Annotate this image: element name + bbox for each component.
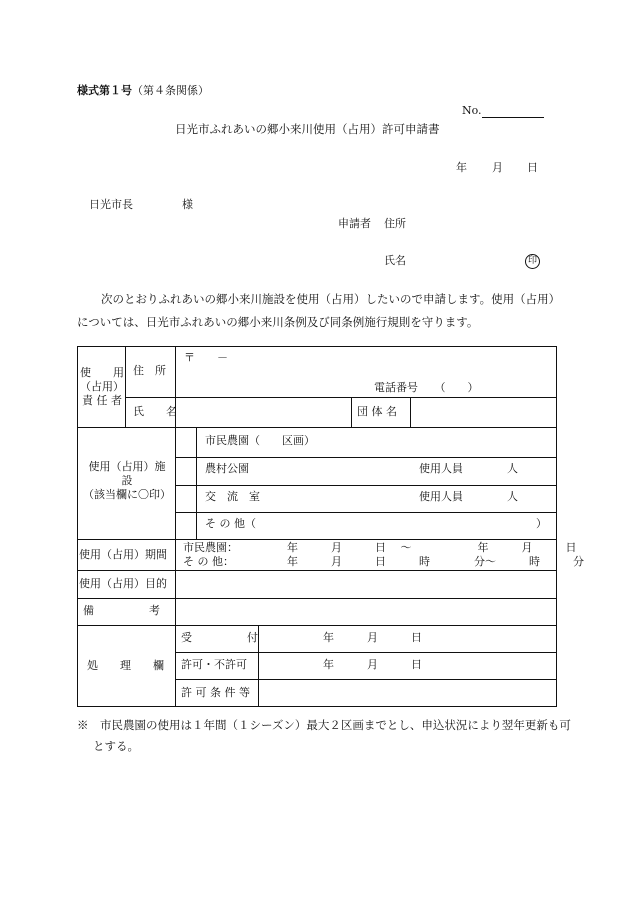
honorific: 様 bbox=[182, 198, 193, 211]
facility-other: そ の 他（ bbox=[205, 517, 256, 530]
document-title: 日光市ふれあいの郷小来川使用（占用）許可申請書 bbox=[175, 122, 440, 136]
document-number bbox=[462, 104, 544, 118]
name-label: 氏 名 bbox=[133, 405, 177, 418]
conditions-input[interactable] bbox=[262, 682, 553, 704]
date-day: 日 bbox=[527, 161, 538, 174]
facility-check-park[interactable] bbox=[177, 459, 195, 484]
receipt-label: 受 付 bbox=[181, 631, 258, 644]
purpose-label: 使用（占用）目的 bbox=[79, 577, 167, 590]
period-label: 使用（占用）期間 bbox=[79, 548, 167, 561]
form-number-article: （第４条関係） bbox=[132, 84, 209, 97]
permit-date: 年 月 日 bbox=[323, 658, 422, 671]
phone-label: 電話番号 （ ） bbox=[374, 381, 479, 394]
responsible-label bbox=[79, 366, 125, 408]
facility-check-other[interactable] bbox=[177, 514, 195, 538]
facility-room-users: 使用人員 人 bbox=[419, 490, 518, 503]
period-other-dates: 年 月 日 時 分～ 時 分 bbox=[287, 555, 584, 568]
facility-label bbox=[79, 460, 175, 502]
document-number-label: No. bbox=[462, 104, 482, 117]
application-table bbox=[77, 346, 584, 707]
processing-label: 処 理 欄 bbox=[87, 659, 164, 672]
footnote: ※ 市民農園の使用は１年間（１シーズン）最大２区画までとし、申込状況により翌年更新も可とする。 bbox=[77, 718, 571, 753]
date-year: 年 bbox=[456, 161, 467, 174]
period-farm-dates: 年 月 日 ～ 年 月 日 bbox=[287, 541, 577, 554]
purpose-input[interactable] bbox=[179, 573, 553, 595]
responsible-label-line1: 使 用 bbox=[80, 366, 124, 379]
facility-label-line1: 使用（占用）施 bbox=[88, 460, 166, 473]
postal-mark: 〒 － bbox=[184, 351, 228, 364]
document-number-blank[interactable] bbox=[482, 105, 544, 118]
remarks-label: 備 考 bbox=[83, 604, 160, 617]
intro-text: 次のとおりふれあいの郷小来川施設を使用（占用）したいので申請します。使用（占用）については、日光市ふれあいの郷小来川条例及び同条例施行規則を守ります。 bbox=[77, 292, 555, 329]
form-number-bold: 様式第１号 bbox=[77, 84, 132, 97]
receipt-date: 年 月 日 bbox=[323, 631, 422, 644]
facility-park-users: 使用人員 人 bbox=[419, 462, 518, 475]
form-number bbox=[77, 84, 209, 98]
permit-label: 許可・不許可 bbox=[181, 658, 247, 671]
address-input[interactable] bbox=[182, 350, 552, 394]
facility-label-line2: 設 bbox=[121, 474, 133, 487]
facility-check-room[interactable] bbox=[177, 487, 195, 511]
applicant-label: 申請者 bbox=[338, 217, 371, 230]
group-name-label: 団 体 名 bbox=[357, 405, 397, 418]
period-other-label: そ の 他： bbox=[183, 555, 234, 568]
name-input[interactable] bbox=[179, 400, 347, 424]
facility-other-close: ） bbox=[536, 517, 547, 530]
date-month: 月 bbox=[492, 161, 503, 174]
facility-farm: 市民農園（ 区画） bbox=[205, 434, 315, 447]
facility-check-farm[interactable] bbox=[177, 430, 195, 456]
address-label: 住 所 bbox=[133, 364, 166, 377]
facility-label-line3: （該当欄に〇印） bbox=[83, 488, 171, 501]
applicant-address-label: 住所 bbox=[384, 217, 406, 230]
seal-mark: 印 bbox=[525, 254, 540, 269]
responsible-label-line2: （占用） bbox=[80, 380, 124, 393]
facility-park: 農村公園 bbox=[205, 462, 249, 475]
applicant-name-label: 氏名 bbox=[384, 254, 406, 267]
conditions-label: 許 可 条 件 等 bbox=[181, 686, 250, 699]
period-farm-label: 市民農園： bbox=[183, 541, 238, 554]
remarks-input[interactable] bbox=[179, 601, 553, 623]
group-name-input[interactable] bbox=[414, 400, 552, 424]
addressee: 日光市長 bbox=[89, 198, 133, 211]
responsible-label-line3: 責 任 者 bbox=[82, 394, 122, 407]
facility-room: 交 流 室 bbox=[205, 490, 260, 503]
